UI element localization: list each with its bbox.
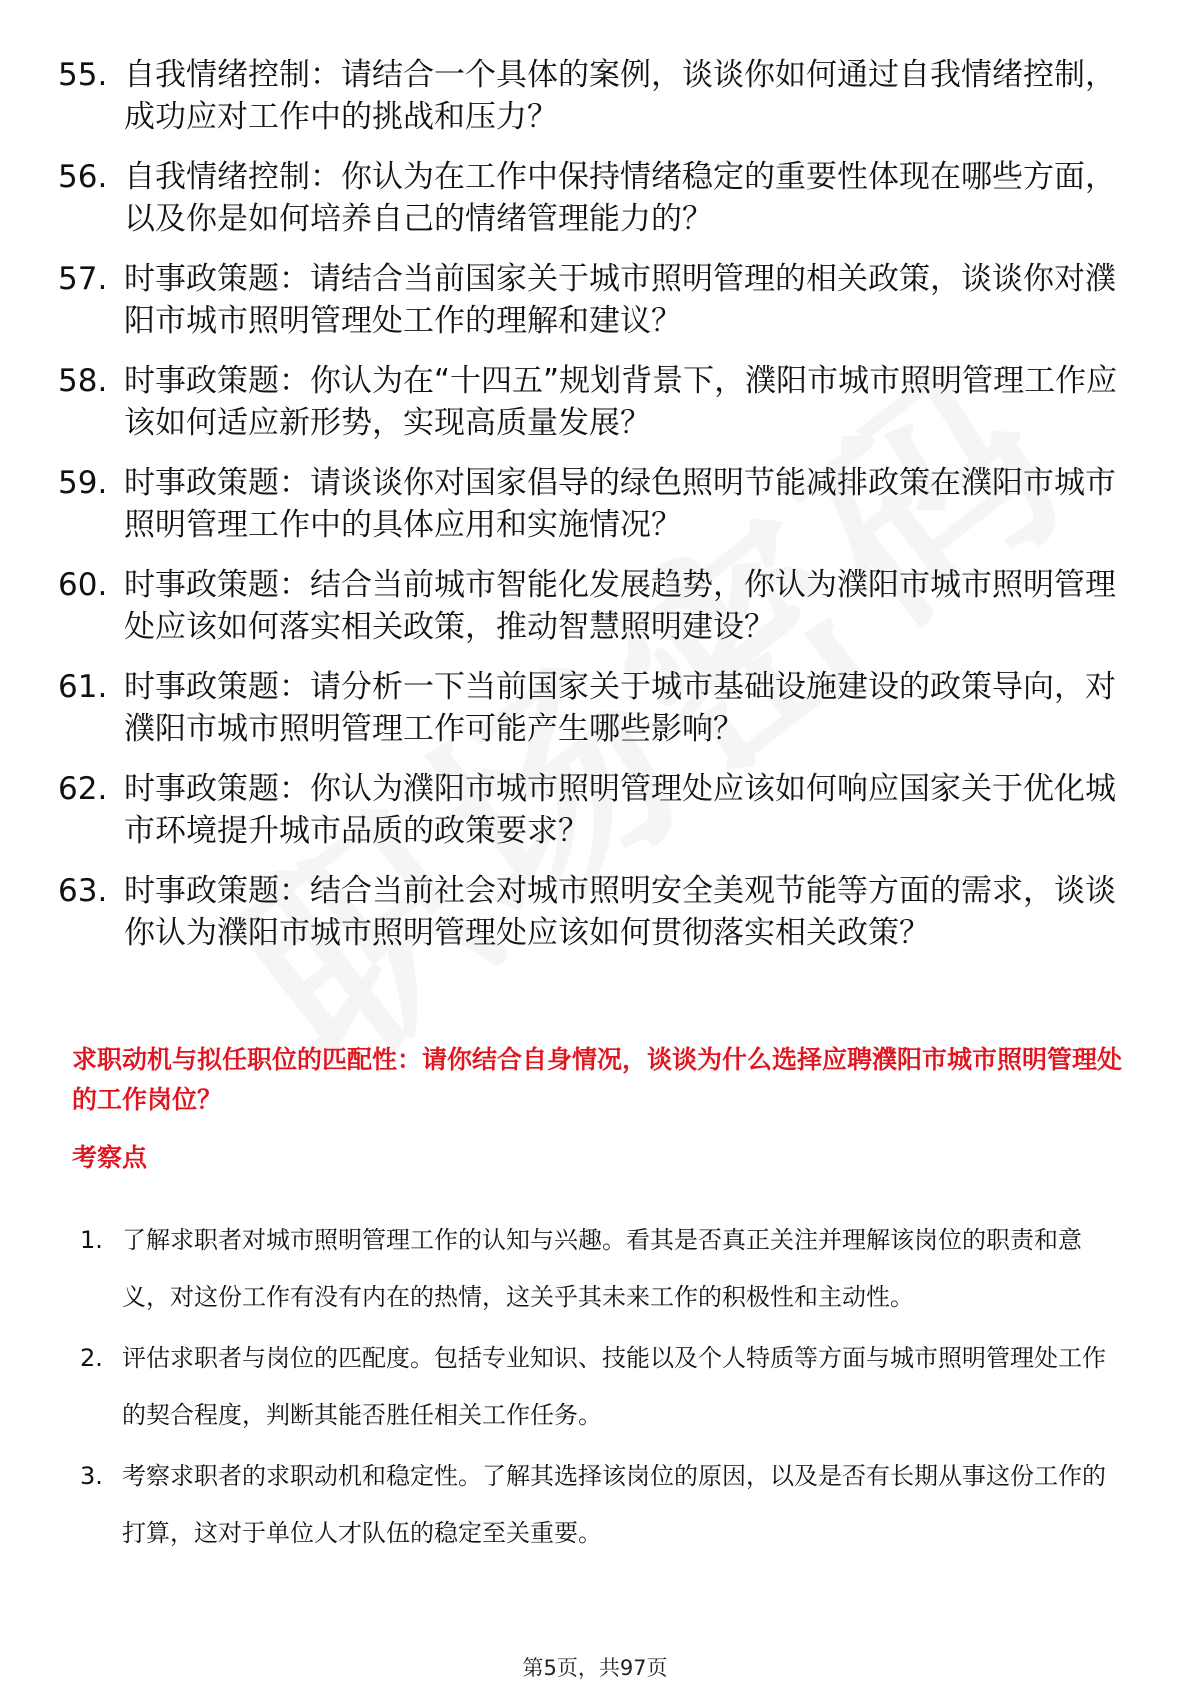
- question-text: 时事政策题：你认为在“十四五”规划背景下，濮阳市城市照明管理工作应该如何适应新形势，实现高质量发展？: [124, 363, 1118, 441]
- question-number: 58.: [58, 363, 108, 399]
- question-list: [58, 54, 1118, 972]
- points-list: [80, 1212, 1120, 1566]
- question-number: 56.: [58, 159, 108, 195]
- question-number: 59.: [58, 465, 108, 501]
- question-text: 自我情绪控制：你认为在工作中保持情绪稳定的重要性体现在哪些方面，以及你是如何培养自己的情绪管理能力的？: [124, 159, 1116, 237]
- question-item: [58, 870, 1118, 954]
- question-number: 57.: [58, 261, 108, 297]
- question-text: 时事政策题：结合当前社会对城市照明安全美观节能等方面的需求，谈谈你认为濮阳市城市照明管理处应该如何贯彻落实相关政策？: [124, 873, 1116, 951]
- question-number: 62.: [58, 771, 108, 807]
- point-item: [80, 1448, 1120, 1562]
- question-text: 时事政策题：请谈谈你对国家倡导的绿色照明节能减排政策在濮阳市城市照明管理工作中的具体应用和实施情况？: [124, 465, 1116, 543]
- point-number: 3.: [80, 1462, 103, 1490]
- question-item: [58, 54, 1118, 138]
- question-number: 61.: [58, 669, 108, 705]
- question-text: 时事政策题：你认为濮阳市城市照明管理处应该如何响应国家关于优化城市环境提升城市品质的政策要求？: [124, 771, 1116, 849]
- question-text: 时事政策题：结合当前城市智能化发展趋势，你认为濮阳市城市照明管理处应该如何落实相关政策，推动智慧照明建设？: [124, 567, 1116, 645]
- question-item: [58, 156, 1118, 240]
- question-item: [58, 768, 1118, 852]
- point-text: 了解求职者对城市照明管理工作的认知与兴趣。看其是否真正关注并理解该岗位的职责和意义，对这份工作有没有内在的热情，这关乎其未来工作的积极性和主动性。: [122, 1226, 1082, 1311]
- point-item: [80, 1212, 1120, 1326]
- point-text: 考察求职者的求职动机和稳定性。了解其选择该岗位的原因，以及是否有长期从事这份工作的打算，这对于单位人才队伍的稳定至关重要。: [122, 1462, 1106, 1547]
- question-text: 时事政策题：请结合当前国家关于城市照明管理的相关政策，谈谈你对濮阳市城市照明管理处工作的理解和建议？: [124, 261, 1116, 339]
- point-number: 1.: [80, 1226, 103, 1254]
- section-question-heading: 求职动机与拟任职位的匹配性：请你结合自身情况，谈谈为什么选择应聘濮阳市城市照明管理处的工作岗位？: [72, 1045, 1123, 1114]
- point-text: 评估求职者与岗位的匹配度。包括专业知识、技能以及个人特质等方面与城市照明管理处工作的契合程度，判断其能否胜任相关工作任务。: [122, 1344, 1106, 1429]
- point-item: [80, 1330, 1120, 1444]
- question-text: 自我情绪控制：请结合一个具体的案例，谈谈你如何通过自我情绪控制，成功应对工作中的挑战和压力？: [124, 57, 1116, 135]
- question-number: 55.: [58, 57, 108, 93]
- question-item: [58, 564, 1118, 648]
- points-title: 考察点: [72, 1143, 148, 1172]
- page-footer: 第5页，共97页: [522, 1656, 668, 1680]
- question-item: [58, 258, 1118, 342]
- question-number: 60.: [58, 567, 108, 603]
- question-number: 63.: [58, 873, 108, 909]
- point-number: 2.: [80, 1344, 103, 1372]
- question-item: [58, 462, 1118, 546]
- question-text: 时事政策题：请分析一下当前国家关于城市基础设施建设的政策导向，对濮阳市城市照明管理工作可能产生哪些影响？: [124, 669, 1116, 747]
- question-item: [58, 360, 1118, 444]
- question-item: [58, 666, 1118, 750]
